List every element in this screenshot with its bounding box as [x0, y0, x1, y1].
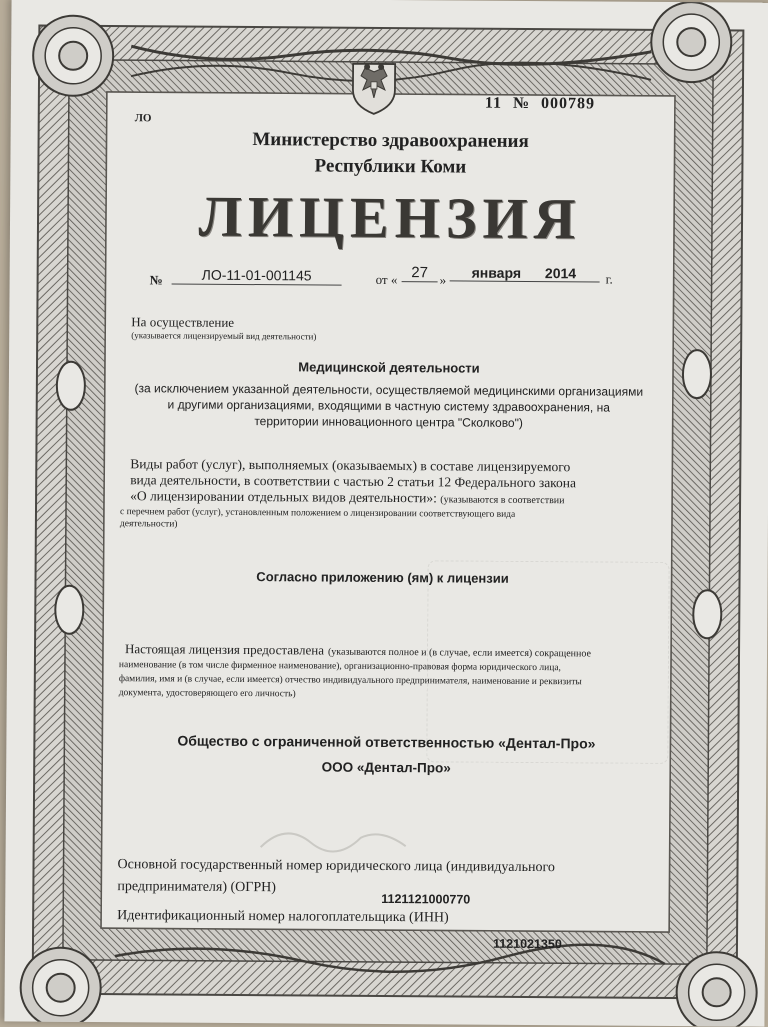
no-label: №	[149, 272, 163, 288]
ogrn-value: 1121121000770	[381, 891, 471, 907]
license-number-line	[150, 262, 620, 291]
year-suffix: г.	[605, 271, 613, 287]
from-label: от «	[375, 271, 398, 288]
form-number: 000789	[540, 95, 596, 113]
licensee-note-line2: наименование (в том числе фирменное наименование), организационно-правовая форма юридического лица,	[118, 660, 561, 674]
ogrn-label-line1: Основной государственный номер юридического лица (индивидуального	[117, 857, 555, 876]
licensee-note-line4: документа, удостоверяющего его личность)	[118, 688, 296, 700]
licensee-full-name: Общество с ограниченной ответственностью «Дентал-Про»	[177, 732, 596, 752]
form-number-block	[485, 95, 595, 114]
works-line2: вида деятельности, в соответствии с частью 2 статьи 12 Федерального закона	[130, 472, 577, 491]
licensee-note-line3: фамилия, имя и (в случае, если имеется) отчество индивидуального предпринимателя, наименование и реквизиты	[118, 674, 582, 688]
works-line5: деятельности)	[119, 519, 178, 530]
exclusion-line2: и другими организациями, входящими в частную систему здравоохранения, на	[167, 397, 610, 415]
ogrn-label-line2: предпринимателя) (ОГРН)	[117, 879, 277, 896]
series-number: 11	[484, 94, 503, 112]
activity-intro-note: (указывается лицензируемый вид деятельности)	[131, 330, 317, 342]
licensee-intro-note: (указываются полное и (в случае, если имеется) сокращенное	[327, 646, 591, 660]
exclusion-line3: территории инновационного центра "Сколково")	[254, 414, 523, 430]
signature-trace	[256, 817, 416, 858]
activity-intro: На осуществление	[131, 314, 235, 330]
works-line1: Виды работ (услуг), выполняемых (оказываемых) в составе лицензируемого	[130, 456, 571, 475]
works-value: Согласно приложению (ям) к лицензии	[256, 569, 509, 586]
russian-coat-of-arms-icon	[345, 56, 403, 116]
license-month-year	[450, 264, 600, 282]
works-line3-main: «О лицензировании отдельных видов деятельности»:	[130, 488, 437, 506]
inn-label: Идентификационный номер налогоплательщика (ИНН)	[117, 908, 449, 926]
license-year: 2014	[544, 265, 577, 282]
licensee-section	[119, 642, 649, 704]
activity-name: Медицинской деятельности	[298, 359, 480, 376]
works-section	[120, 456, 641, 534]
lo-mark: ЛО	[134, 112, 152, 125]
license-month: января	[471, 264, 522, 281]
license-day: 27	[402, 264, 438, 282]
works-line4: с перечнем работ (услуг), установленным положением о лицензировании соответствующего вида	[119, 507, 516, 520]
license-number: ЛО-11-01-001145	[172, 266, 342, 285]
inn-value: 1121021350	[492, 936, 562, 952]
ministry-line2: Республики Коми	[314, 155, 467, 178]
document-title: ЛИЦЕНЗИЯ	[198, 183, 582, 252]
close-quote: »	[439, 272, 447, 288]
works-line3-note: (указываются в соответствии	[440, 494, 565, 507]
exclusion-line1: (за исключением указанной деятельности, осуществляемой медицинскими организациями	[134, 381, 644, 399]
licensee-short-name: ООО «Дентал-Про»	[321, 759, 451, 776]
number-sign: №	[512, 94, 531, 112]
activity-exclusion	[109, 380, 669, 432]
license-document	[4, 0, 768, 1027]
ministry-line1: Министерство здравоохранения	[252, 129, 529, 152]
licensee-intro-main: Настоящая лицензия предоставлена	[124, 641, 325, 658]
